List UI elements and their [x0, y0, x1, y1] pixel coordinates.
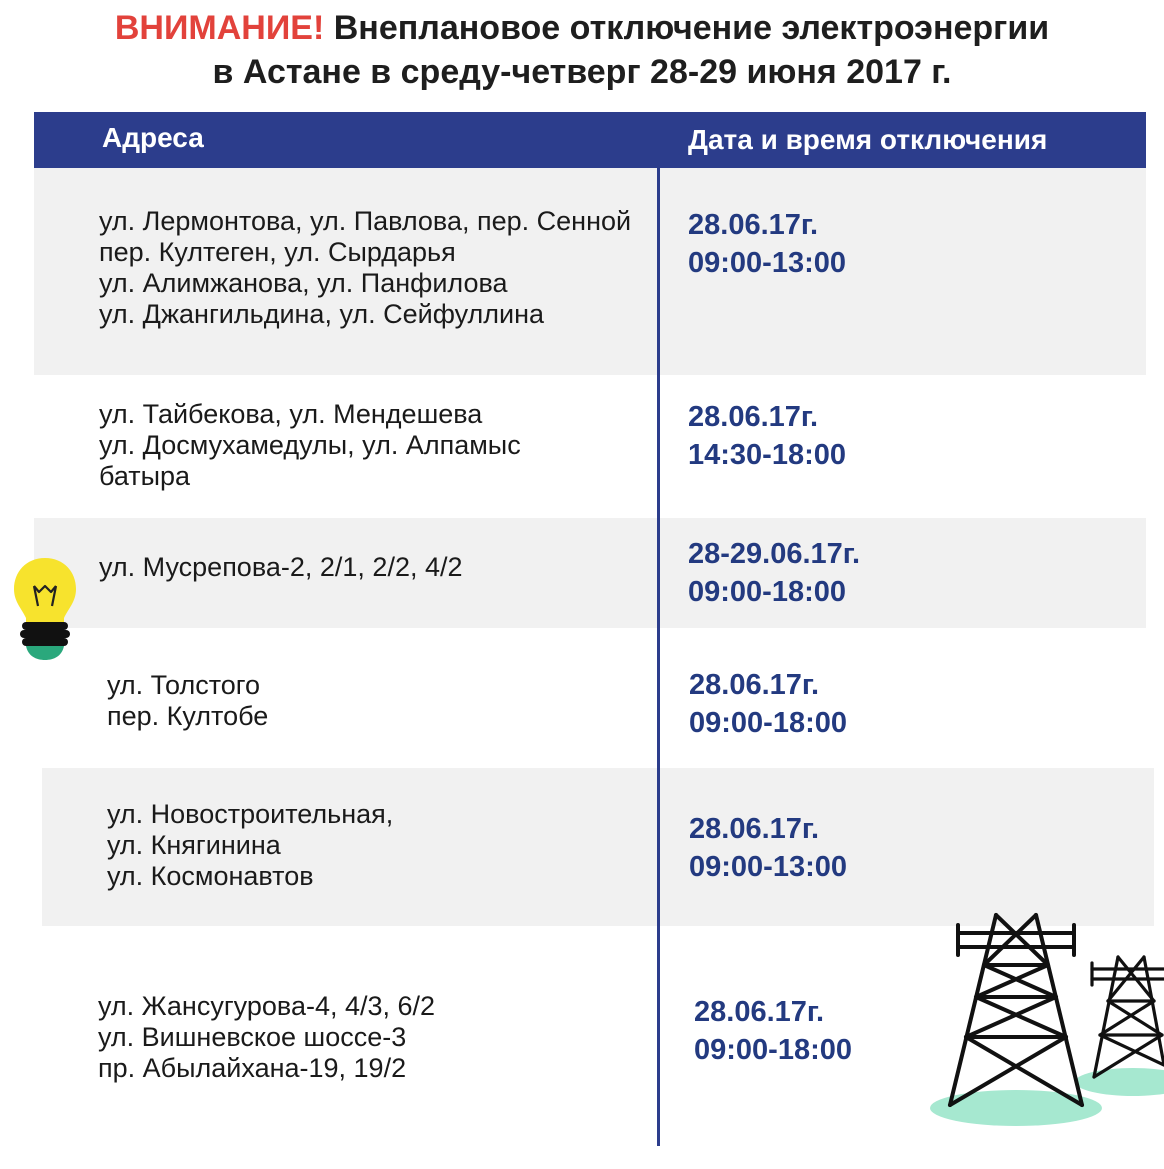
outage-date: 28.06.17г. [689, 669, 820, 701]
row-3-datetime [688, 535, 860, 611]
row-1-datetime [688, 206, 846, 282]
address-line: батыра [99, 461, 191, 491]
row-6-datetime [694, 993, 852, 1069]
power-line-tower-icon [928, 905, 1164, 1129]
address-line: ул. Космонавтов [107, 861, 314, 891]
address-line: ул. Княгинина [107, 830, 281, 860]
address-line: ул. Лермонтова, ул. Павлова, пер. Сенной [99, 206, 632, 236]
outage-time: 14:30-18:00 [688, 439, 846, 471]
outage-time: 09:00-18:00 [694, 1034, 852, 1066]
row-2-address [99, 399, 521, 492]
address-line: пр. Абылайхана-19, 19/2 [98, 1053, 407, 1083]
page-title [0, 6, 1164, 94]
address-line: ул. Новостроительная, [107, 799, 394, 829]
address-line: ул. Алимжанова, ул. Панфилова [99, 268, 508, 298]
address-line: пер. Култобе [107, 701, 269, 731]
header-datetime: Дата и время отключения [688, 124, 1048, 155]
outage-time: 09:00-13:00 [689, 851, 847, 883]
row-5-datetime [689, 810, 847, 886]
title-line-1-text: Внеплановое отключение электроэнергии [324, 9, 1050, 47]
outage-date: 28.06.17г. [688, 209, 819, 241]
row-3-address [99, 552, 463, 583]
outage-date: 28.06.17г. [688, 401, 819, 433]
address-line: ул. Досмухамедулы, ул. Алпамыс [99, 430, 521, 460]
warning-label: ВНИМАНИЕ! [114, 9, 325, 47]
row-1-address [99, 206, 631, 330]
row-6-address [98, 991, 435, 1084]
address-line: ул. Тайбекова, ул. Мендешева [99, 399, 483, 429]
light-bulb-icon [10, 556, 80, 664]
address-line: ул. Мусрепова-2, 2/1, 2/2, 4/2 [99, 552, 463, 582]
row-4-address [107, 670, 268, 732]
outage-date: 28.06.17г. [694, 996, 825, 1028]
outage-date: 28-29.06.17г. [688, 538, 861, 570]
outage-time: 09:00-18:00 [688, 576, 846, 608]
row-5-address [107, 799, 393, 892]
address-line: ул. Джангильдина, ул. Сейфуллина [99, 299, 545, 329]
column-divider [657, 168, 660, 1146]
title-line-2: в Астане в среду-четверг 28-29 июня 2017 г. [212, 53, 952, 91]
address-line: ул. Толстого [107, 670, 261, 700]
outage-time: 09:00-13:00 [688, 247, 846, 279]
row-2-datetime [688, 398, 846, 474]
header-address: Адреса [102, 122, 204, 153]
table-header [34, 112, 1146, 168]
address-line: ул. Вишневское шоссе-3 [98, 1022, 407, 1052]
outage-date: 28.06.17г. [689, 813, 820, 845]
address-line: ул. Жансугурова-4, 4/3, 6/2 [98, 991, 436, 1021]
title-line-1 [0, 6, 1164, 50]
row-4-datetime [689, 666, 847, 742]
outage-time: 09:00-18:00 [689, 707, 847, 739]
address-line: пер. Култеген, ул. Сырдарья [99, 237, 456, 267]
